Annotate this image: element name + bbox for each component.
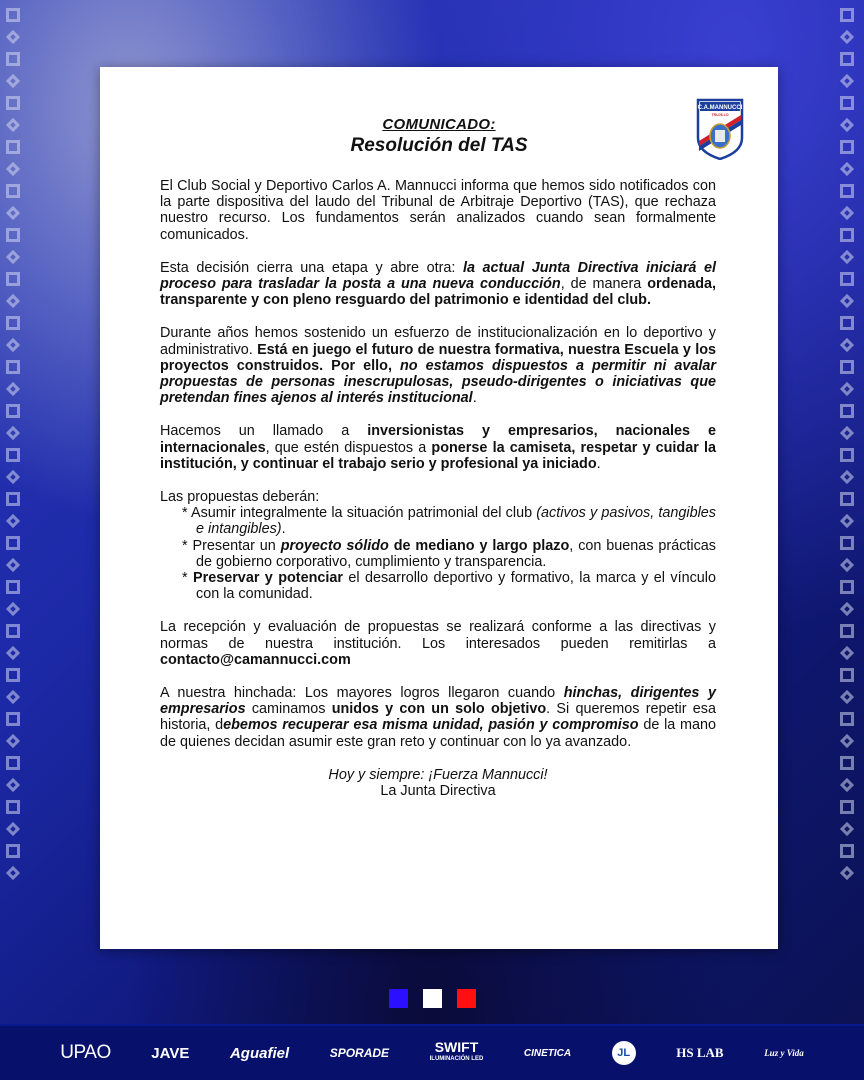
red-square-icon [457, 989, 476, 1008]
closing-signature [160, 767, 716, 799]
sponsor-luzyvida-logo: Luz y Vida [764, 1048, 804, 1058]
list-item: * Presentar un proyecto sólido de mediano y largo plazo, con buenas prácticas de gobierno corporativo, cumplimiento y transparencia. [182, 537, 717, 570]
kicker-heading: COMUNICADO: [382, 116, 496, 133]
list-intro: Las propuestas deberán: [160, 489, 320, 506]
paragraph-4: Hacemos un llamado a inversionistas y empresarios, nacionales e internacionales, que estén dispuestos a ponerse la camiseta, respetar y cuidar la institución, y continuar el trabajo serio y profesional ya iniciado. [160, 423, 716, 472]
sponsor-sporade-logo: SPORADE [329, 1046, 390, 1060]
sponsor-hslab-logo: HS LAB [676, 1045, 724, 1060]
sponsor-upao-logo: UPAO [60, 1042, 111, 1063]
sponsor-bar [0, 1024, 864, 1080]
contact-email-link[interactable]: contacto@camannucci.com [160, 651, 351, 668]
blue-square-icon [389, 989, 408, 1008]
paragraph-5: La recepción y evaluación de propuestas se realizará conforme a las directivas y normas de nuestra institución. Los interesados pueden remitirlas a contacto@camannucci.com [160, 619, 716, 668]
paragraph-1: El Club Social y Deportivo Carlos A. Mannucci informa que hemos sido notificados con la parte dispositiva del laudo del Tribunal de Arbitraje Deportivo (TAS), que rechaza nuestro recurso. Los fundamentos serán analizados cuando sean formalmente comunicados. [160, 178, 716, 243]
paragraph-6: A nuestra hinchada: Los mayores logros llegaron cuando hinchas, dirigentes y empresarios caminamos unidos y con un solo objetivo. Si queremos repetir esa historia, debemos recuperar esa misma unidad, pasión y compromiso de la mano de quienes decidan asumir este gran reto y continuar con lo ya avanzado. [160, 685, 717, 750]
decorative-pattern-right [840, 0, 858, 1020]
list-item: * Preservar y potenciar el desarrollo deportivo y formativo, la marca y el vínculo con la comunidad. [182, 570, 716, 603]
paragraph-3: Durante años hemos sostenido un esfuerzo de institucionalización en lo deportivo y administrativo. Está en juego el futuro de nuestra formativa, nuestra Escuela y los proyectos construidos. Por ello, no estamos dispuestos a permitir ni avalar propuestas de personas inescrupulosas, pseudo-dirigentes o iniciativas que pretendan fines ajenos al interés institucional. [160, 325, 716, 407]
page-title: Resolución del TAS [350, 135, 528, 156]
requirements-list [160, 505, 716, 602]
sponsor-cinetica-logo: CINETICA [523, 1047, 572, 1059]
sponsor-circle-logo: JL [612, 1041, 636, 1065]
club-color-squares [389, 989, 476, 1008]
sponsor-aguafiel-logo: Aguafiel [229, 1044, 290, 1062]
statement-body [160, 178, 716, 799]
paragraph-2: Esta decisión cierra una etapa y abre otra: la actual Junta Directiva iniciará el proceso para trasladar la posta a una nueva conducción, de manera ordenada, transparente y con pleno resguardo del patrimonio e identidad del club. [160, 259, 716, 309]
statement-header [100, 116, 778, 157]
statement-card [100, 67, 778, 949]
svg-text:C.A.MANNUCCI: C.A.MANNUCCI [697, 105, 743, 111]
sponsor-jave-logo: JAVE [151, 1044, 190, 1062]
svg-text:TRUJILLO: TRUJILLO [711, 113, 729, 117]
decorative-pattern-left [6, 0, 24, 1020]
white-square-icon [423, 989, 442, 1008]
sponsor-swift-logo: SWIFT ILUMINACIÓN LED [429, 1039, 484, 1062]
closing-motto: Hoy y siempre: ¡Fuerza Mannucci! [328, 766, 548, 783]
list-item: * Asumir integralmente la situación patrimonial del club (activos y pasivos, tangibles e intangibles). [182, 505, 716, 538]
signature: La Junta Directiva [380, 783, 496, 800]
